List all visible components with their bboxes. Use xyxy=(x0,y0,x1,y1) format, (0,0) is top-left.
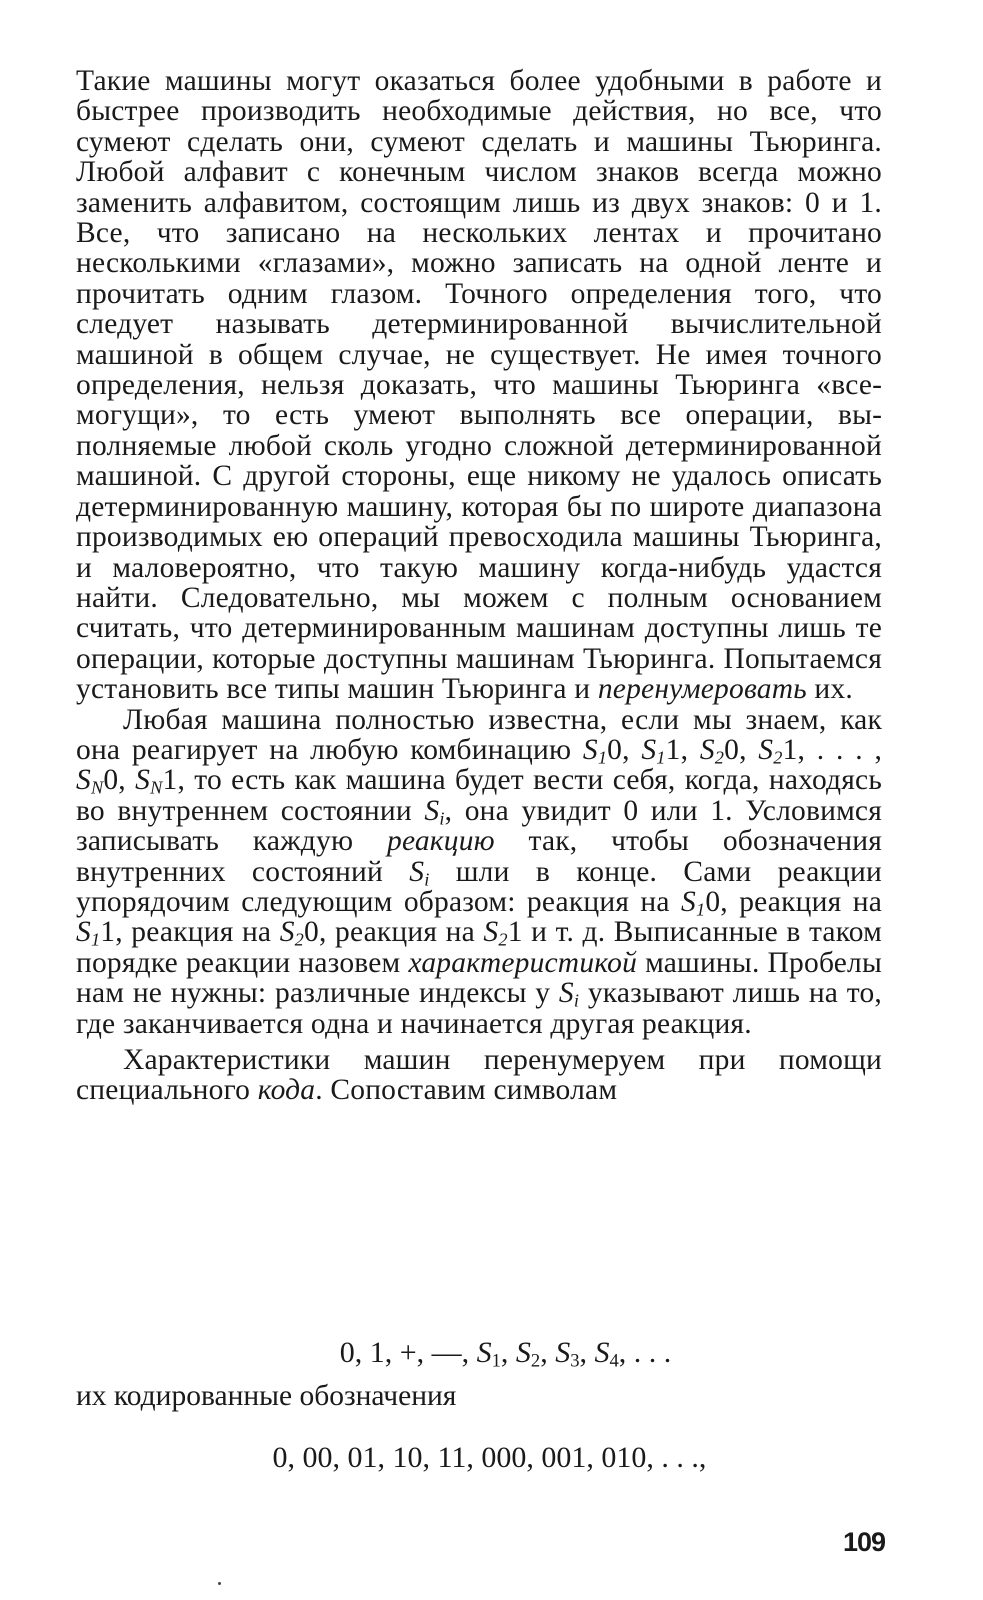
paragraph-1 xyxy=(76,66,882,705)
symbol-s1-0: $S_10$ xyxy=(681,885,721,920)
paragraph-2-text-c: , она увидит 0 или 1. Условимся записывать каждую xyxy=(76,794,882,858)
paragraph-3-text-a: Характеристики машин перенумеруем при помощи специального xyxy=(76,1044,882,1107)
paragraph-3 xyxy=(76,1045,882,1106)
paragraph-3-text-b: . Сопоставим символам xyxy=(315,1074,618,1107)
symbol-s2-0: $S_20$ xyxy=(279,916,319,950)
paragraph-2-text-h: , реакция на xyxy=(318,916,484,949)
state-combinations: $S_10$, $S_11$, $S_20$, $S_21$, . . . , $S_N0$, $S_N1$ xyxy=(76,733,883,798)
paragraph-2-text-i: и т. д. Выписанные в таком порядке реакции назовем xyxy=(76,916,882,979)
page-number: 109 xyxy=(843,1527,886,1557)
paragraph-2-text-g: , реакция на xyxy=(115,916,280,949)
paragraph-1-end: их. xyxy=(806,673,853,706)
paragraph-2 xyxy=(76,705,882,1039)
paragraph-2-text-b: , то есть как машина будет вести себя, когда, находясь во внутреннем состоянии xyxy=(76,764,882,827)
paragraph-2-text-k: указывают лишь на то, где заканчивается одна и начинается другая реакция. xyxy=(76,977,883,1040)
symbol-si: $S_i$ xyxy=(409,855,430,890)
paragraph-2-text-f: , реакция на xyxy=(720,885,882,918)
emphasis-code: кода xyxy=(257,1074,316,1107)
main-text xyxy=(76,66,882,1106)
symbol-s1-1: $S_11$ xyxy=(76,916,116,950)
codes-formula: 0, 00, 01, 10, 11, 000, 001, 010, . . ., xyxy=(272,1441,707,1474)
print-speck xyxy=(218,1582,221,1585)
paragraph-2-text-j: машины. Пробелы нам не нужны: различные индексы у xyxy=(76,946,882,1010)
symbol-si: $S_i$ xyxy=(558,977,580,1011)
emphasis-characteristic: характеристикой xyxy=(408,946,638,979)
paragraph-2-text-d: так, чтобы обозначения внутренних состояний xyxy=(76,825,882,888)
paragraph-2-text-a: Любая машина полностью известна, если мы знаем, как она реагирует на любую комбинацию xyxy=(76,703,882,766)
encoded-caption: их кодированные обозначения xyxy=(76,1380,457,1412)
emphasis-renumber: перенумеровать xyxy=(597,673,807,706)
emphasis-reaction: реакцию xyxy=(387,825,495,858)
paragraph-1-text: Такие машины могут оказаться более удобными в работе и быстрее производить необходимые действия, но все, что сумеют сделать они, сумеют сделать и машины Тьюринга. Любой алфавит с конечным числом знаков всегда можно заменить алфавитом, состоящим лишь из двух знаков: 0 и 1. Все, что записано на нескольких лентах и прочитано несколькими «глазами», можно записать на одной ленте и прочитать одним глазом. Точного определения того, что следует называть детерминированной вычислительной машиной в общем случае, не существует. Не имея точного определения, нельзя доказать, что машины Тьюринга «всемогущи», то есть умеют выполнять все операции, выполняемые любой сколь угодно сложной детерминированной машиной. С другой стороны, еще никому не удалось описать детерминированную машину, которая бы по широте диапазона производимых ею операций превосходила машины Тьюринга, и маловероятно, что такую машину когда-нибудь удастся найти. Следовательно, мы можем с полным основанием считать, что детерминированным машинам доступны лишь те операции, которые доступны машинам Тьюринга. Попытаемся установить все типы машин Тьюринга и xyxy=(76,65,882,706)
symbol-s2-1: $S_21$ xyxy=(483,916,523,950)
symbols-formula: 0, 1, +, —, $S_1$, $S_2$, $S_3$, $S_4$, . . . xyxy=(339,1336,672,1372)
symbol-si: $S_i$ xyxy=(424,794,445,829)
paragraph-2-text-e: шли в конце. Сами реакции упорядочим следующим образом: реакция на xyxy=(76,855,882,918)
